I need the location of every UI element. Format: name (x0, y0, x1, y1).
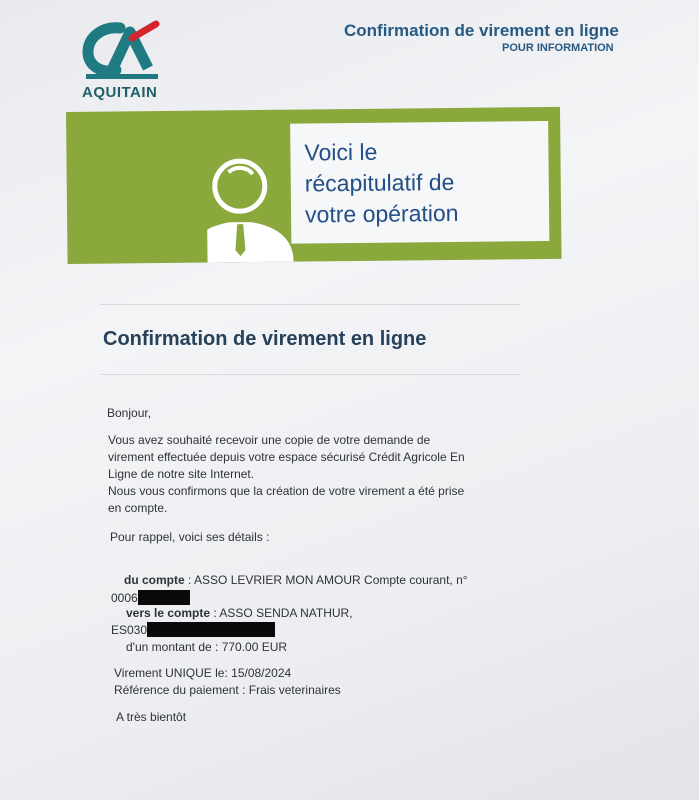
divider (100, 374, 520, 375)
credit-agricole-logo (82, 20, 164, 101)
page-heading: Confirmation de virement en ligne (103, 328, 427, 350)
intro-paragraph: Vous avez souhaité recevoir une copie de votre demande de virement effectuée depuis votre espace sécurisé Crédit Agricole En Ligne de notre site Internet. Nous vous confirmons que la création de votre virement a été prise en compte. (108, 433, 465, 515)
divider (100, 304, 520, 305)
source-account: du compte : ASSO LEVRIER MON AMOUR Compte courant, n° (124, 573, 468, 587)
destination-account: vers le compte : ASSO SENDA NATHUR, (126, 606, 353, 620)
recap-intro: Pour rappel, voici ses détails : (110, 530, 270, 544)
payment-reference: Référence du paiement : Frais veterinaires (114, 683, 341, 697)
source-account-number: 0006 (111, 590, 190, 605)
banner-message-box (290, 121, 549, 244)
redaction-block (138, 590, 190, 605)
transfer-type-date: Virement UNIQUE le: 15/08/2024 (114, 666, 292, 680)
greeting: Bonjour, (107, 406, 152, 420)
redaction-block (147, 622, 275, 637)
banner (66, 107, 562, 264)
document-title: Confirmation de virement en ligne (344, 21, 619, 40)
transfer-amount: d'un montant de : 770.00 EUR (126, 640, 288, 654)
closing-line: A très bientôt (116, 710, 187, 724)
destination-account-number: ES030 (111, 622, 275, 637)
logo-region-text: AQUITAIN (82, 84, 158, 101)
banner-message: Voici le récapitulatif de votre opération (304, 138, 459, 228)
document-subtitle: POUR INFORMATION (502, 42, 614, 54)
